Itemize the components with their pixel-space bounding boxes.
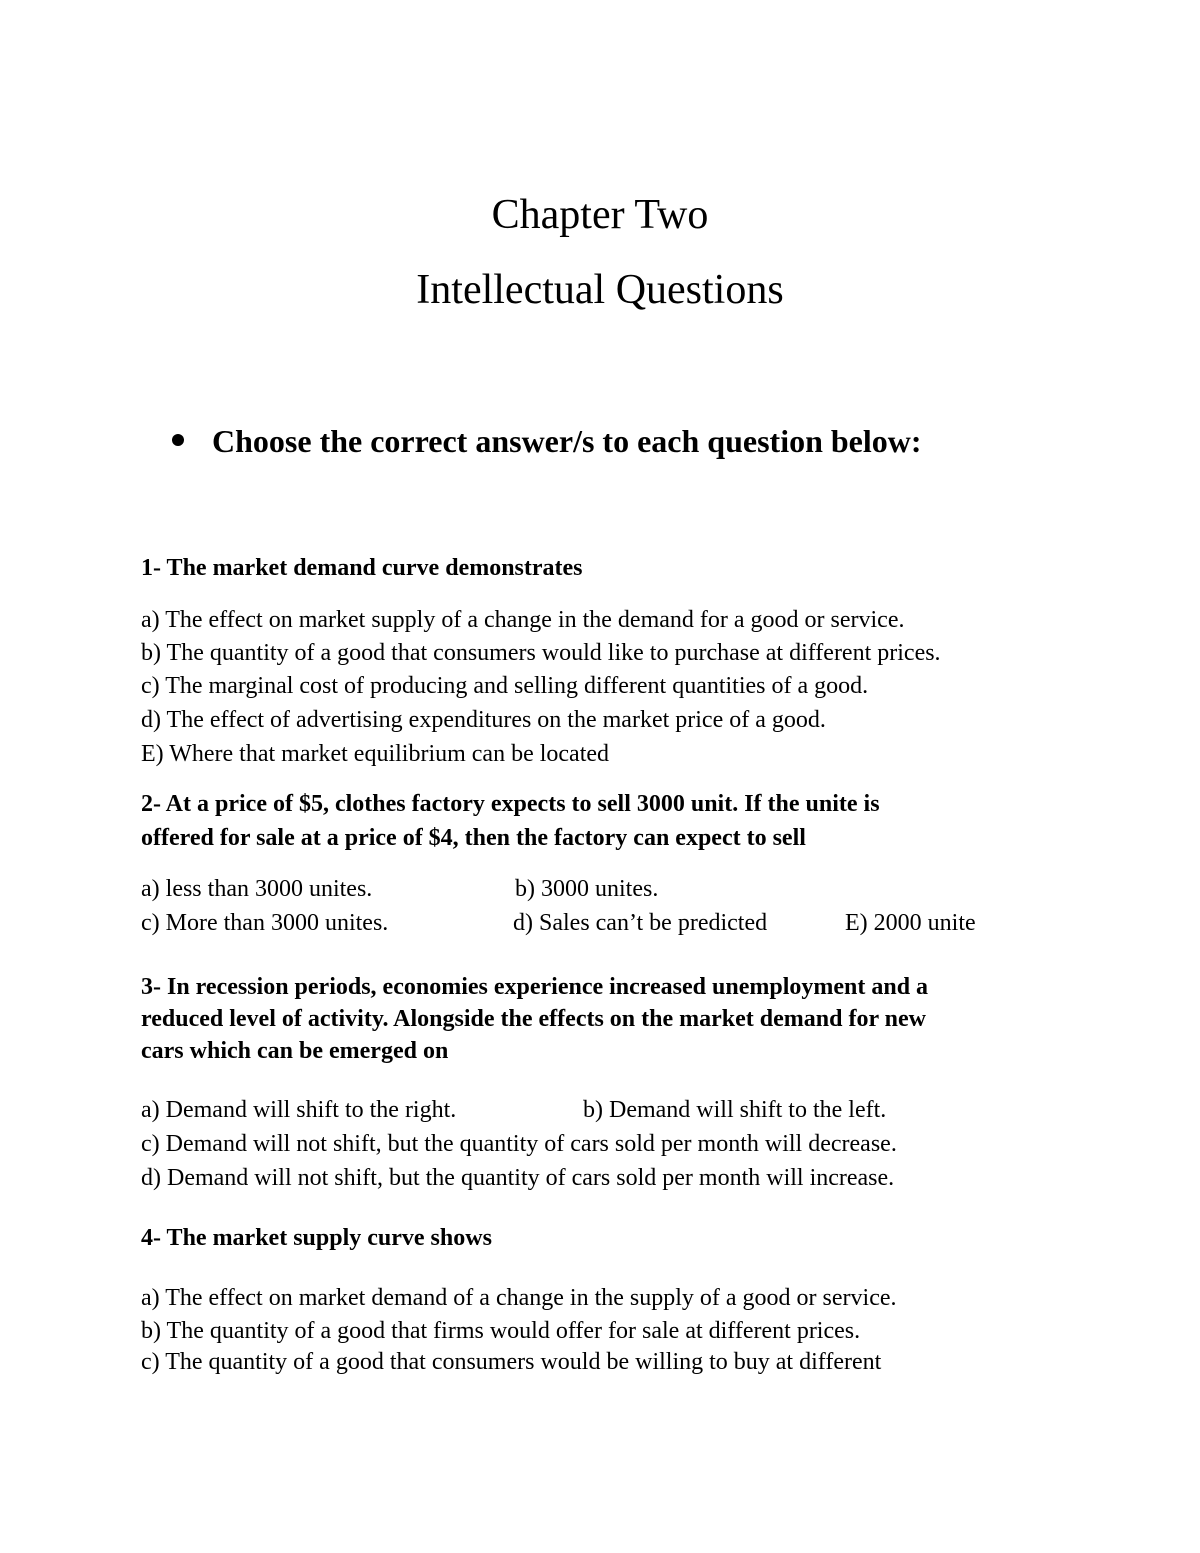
question-2-option-b: b) 3000 unites. [515, 876, 659, 902]
bullet-icon [172, 434, 184, 446]
question-2-option-e: E) 2000 unite [845, 910, 976, 936]
question-3-option-d: d) Demand will not shift, but the quantity of cars sold per month will increase. [141, 1165, 895, 1191]
question-3-option-a: a) Demand will shift to the right. [141, 1097, 457, 1123]
question-1-option-b: b) The quantity of a good that consumers would like to purchase at different prices. [141, 640, 941, 666]
question-2-option-c: c) More than 3000 unites. [141, 910, 389, 936]
question-4-option-a: a) The effect on market demand of a change in the supply of a good or service. [141, 1285, 897, 1311]
question-4-option-c: c) The quantity of a good that consumers would be willing to buy at different [141, 1349, 882, 1375]
instruction-text: Choose the correct answer/s to each question below: [212, 423, 922, 459]
question-1-option-d: d) The effect of advertising expenditures on the market price of a good. [141, 707, 826, 733]
question-1-option-c: c) The marginal cost of producing and selling different quantities of a good. [141, 673, 869, 699]
question-1-option-a: a) The effect on market supply of a change in the demand for a good or service. [141, 607, 905, 633]
question-1-stem: 1- The market demand curve demonstrates [141, 555, 583, 581]
question-3-option-c: c) Demand will not shift, but the quantity of cars sold per month will decrease. [141, 1131, 897, 1157]
question-2-option-a: a) less than 3000 unites. [141, 876, 373, 902]
question-1-option-e: E) Where that market equilibrium can be located [141, 741, 610, 767]
question-2-stem-line-2: offered for sale at a price of $4, then the factory can expect to sell [141, 825, 806, 851]
chapter-title: Chapter Two [491, 192, 709, 238]
question-4-option-b: b) The quantity of a good that firms would offer for sale at different prices. [141, 1318, 861, 1344]
question-4-stem: 4- The market supply curve shows [141, 1225, 492, 1251]
section-title: Intellectual Questions [416, 267, 784, 313]
question-3-stem-line-3: cars which can be emerged on [141, 1038, 449, 1064]
question-3-option-b: b) Demand will shift to the left. [583, 1097, 887, 1123]
question-3-stem-line-1: 3- In recession periods, economies experience increased unemployment and a [141, 974, 929, 1000]
instruction [172, 421, 922, 461]
question-2-option-d: d) Sales can’t be predicted [513, 910, 768, 936]
question-3-stem-line-2: reduced level of activity. Alongside the effects on the market demand for new [141, 1006, 927, 1032]
question-2-stem-line-1: 2- At a price of $5, clothes factory expects to sell 3000 unit. If the unite is [141, 791, 880, 817]
